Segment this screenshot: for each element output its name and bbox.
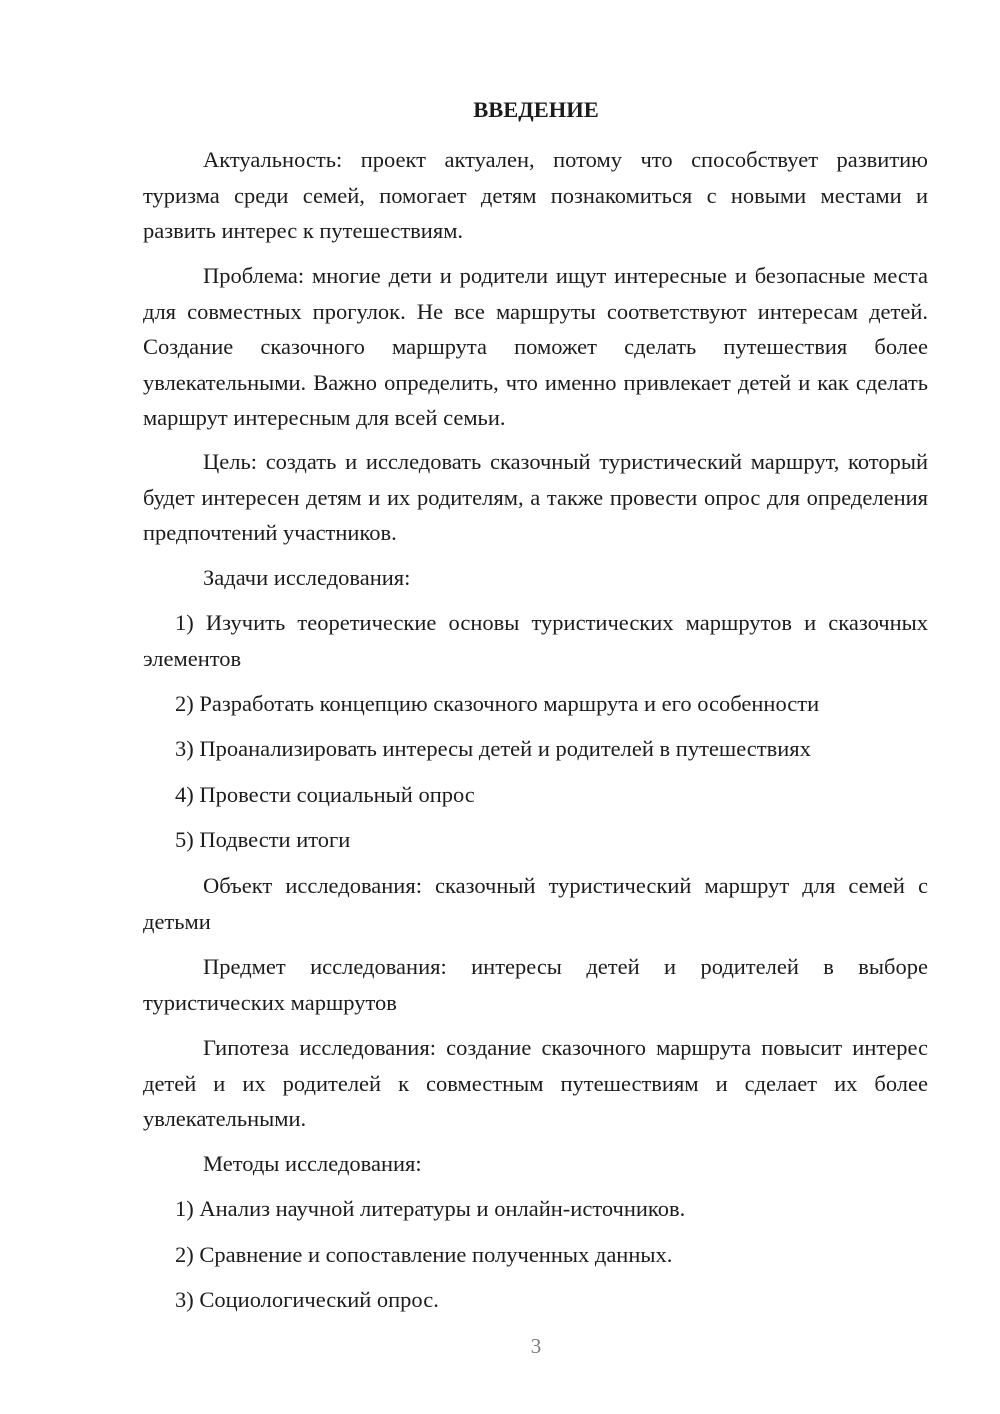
- page-number: 3: [530, 1334, 542, 1358]
- task-item-5: 5) Подвести итоги: [175, 827, 351, 852]
- task-item-2: 2) Разработать концепцию сказочного маршрута и его особенности: [175, 691, 820, 716]
- method-item-3: 3) Социологический опрос.: [175, 1287, 439, 1312]
- problem-paragraph: Проблема: многие дети и родители ищут интересные и безопасные места для совместных прогулок. Не все маршруты соответствуют интересам детей. Создание сказочного маршрута поможет сделать путешествия более увлекательными. Важно определить, что именно привлекает детей и как сделать маршрут интересным для всей семьи.: [143, 263, 928, 430]
- methods-heading: Методы исследования:: [203, 1151, 422, 1176]
- relevance-paragraph: Актуальность: проект актуален, потому что способствует развитию туризма среди семей, помогает детям познакомиться с новыми местами и развить интерес к путешествиям.: [143, 147, 928, 243]
- method-item-2: 2) Сравнение и сопоставление полученных данных.: [175, 1242, 673, 1267]
- hypothesis-paragraph: Гипотеза исследования: создание сказочного маршрута повысит интерес детей и их родителей к совместным путешествиям и сделает их более увлекательными.: [143, 1035, 928, 1131]
- method-item-1: 1) Анализ научной литературы и онлайн-источников.: [175, 1196, 686, 1221]
- subject-paragraph: Предмет исследования: интересы детей и родителей в выборе туристических маршрутов: [143, 954, 928, 1015]
- object-paragraph: Объект исследования: сказочный туристический маршрут для семей с детьми: [143, 873, 928, 934]
- page-title: ВВЕДЕНИЕ: [473, 97, 599, 122]
- task-item-4: 4) Провести социальный опрос: [175, 782, 475, 807]
- task-item-1: 1) Изучить теоретические основы туристических маршрутов и сказочных элементов: [143, 610, 928, 671]
- task-item-3: 3) Проанализировать интересы детей и родителей в путешествиях: [175, 736, 811, 761]
- tasks-heading: Задачи исследования:: [203, 565, 411, 590]
- goal-paragraph: Цель: создать и исследовать сказочный туристический маршрут, который будет интересен детям и их родителям, а также провести опрос для определения предпочтений участников.: [143, 449, 928, 545]
